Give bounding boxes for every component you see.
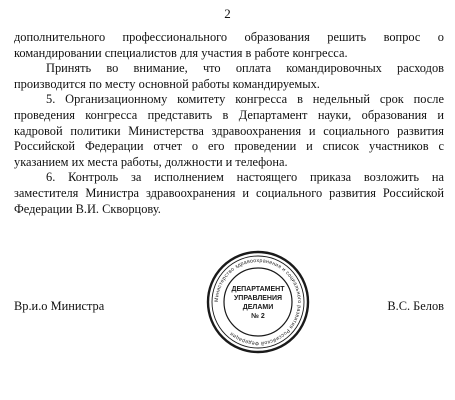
body-line: командировании специалистов для участия в работе конгресса.: [14, 45, 348, 60]
body-line: 6. Контроль за исполнением настоящего приказа возложить на: [46, 170, 444, 185]
body-line: указанием их места работы, должности и телефона.: [14, 154, 288, 169]
body-line: заместителя Министра здравоохранения и социального развития Российской: [14, 185, 444, 200]
order-body-text: [14, 30, 444, 217]
seal-outer-ring: [208, 252, 308, 352]
seal-middle-ring: [212, 256, 304, 348]
body-line: кадровой политики Министерства здравоохранения и социального развития: [14, 123, 444, 138]
body-line: Принять во внимание, что оплата командировочных расходов: [46, 61, 444, 76]
signatory-title: Вр.и.о Министра: [14, 299, 105, 313]
signatory-name: В.С. Белов: [387, 299, 444, 313]
seal-center-line: ДЕЛАМИ: [242, 304, 274, 311]
seal-center-line: ДЕПАРТАМЕНТ: [231, 286, 285, 293]
body-line: дополнительного профессионального образования решить вопрос о: [14, 30, 444, 44]
body-line: проведения конгресса представить в Департамент науки, образования и: [14, 107, 444, 122]
body-line: Федерации В.И. Скворцову.: [14, 201, 161, 216]
body-line: Российской Федерации отчет о его проведении и список участников с: [14, 139, 444, 154]
seal-ring-text: Министерство здравоохранения и социального развития Российской Федерации: [213, 257, 303, 347]
official-seal: [206, 250, 310, 354]
seal-center-line: № 2: [251, 313, 265, 320]
seal-center-line: УПРАВЛЕНИЯ: [233, 295, 283, 302]
body-line: 5. Организационному комитету конгресса в недельный срок после: [46, 92, 444, 107]
body-line: производится по месту основной работы командируемых.: [14, 76, 320, 91]
page-number: 2: [224, 6, 231, 21]
seal-inner-ring: [224, 268, 292, 336]
